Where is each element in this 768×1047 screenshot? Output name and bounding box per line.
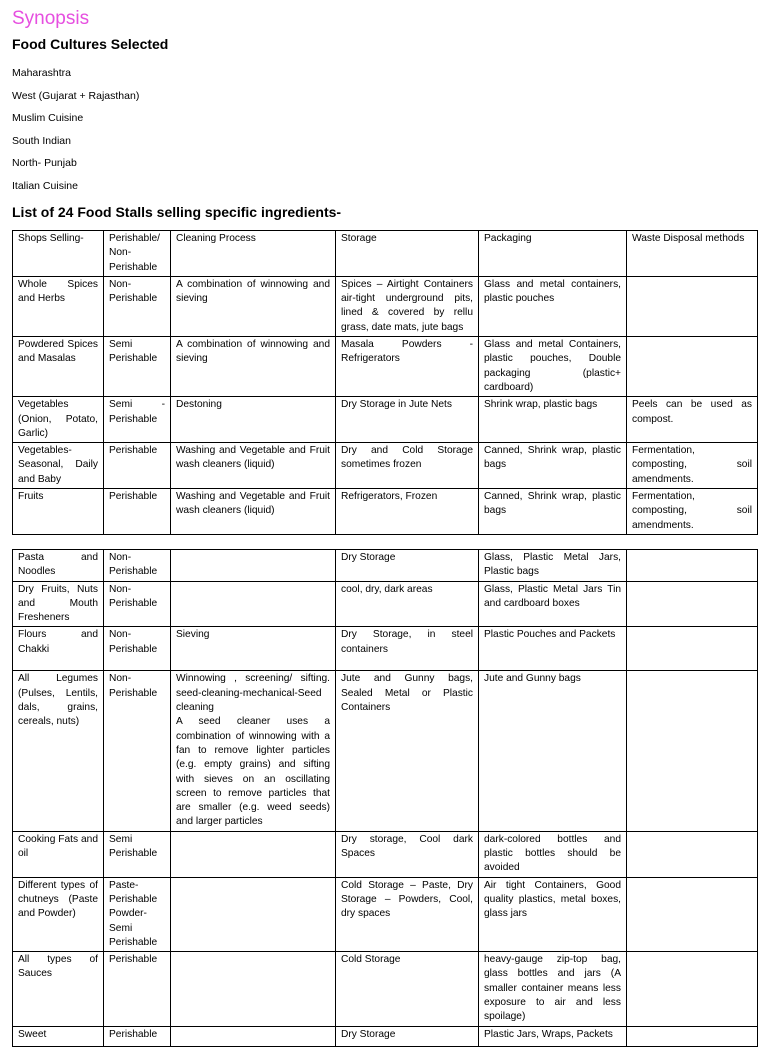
list-item: South Indian: [12, 134, 71, 147]
table-cell: Whole Spices and Herbs: [13, 276, 104, 336]
table-row: [13, 877, 758, 951]
list-item: Italian Cuisine: [12, 179, 78, 192]
table-cell: A combination of winnowing and sieving: [171, 276, 336, 336]
table-cell: Cold Storage: [336, 952, 479, 1026]
header-cell: Waste Disposal methods: [627, 231, 758, 277]
table-cell: Fermentation, composting, soil amendments.: [627, 489, 758, 535]
table-cell: [627, 952, 758, 1026]
table-cell: Canned, Shrink wrap, plastic bags: [479, 443, 627, 489]
table-cell: Cooking Fats and oil: [13, 831, 104, 877]
table-cell: Washing and Vegetable and Fruit wash cleaners (liquid): [171, 489, 336, 535]
table-row: [13, 671, 758, 831]
table-row: [13, 581, 758, 627]
table-row: [13, 337, 758, 397]
table-cell: Different types of chutneys (Paste and Powder): [13, 877, 104, 951]
table-cell: Non-Perishable: [104, 671, 171, 831]
table-cell: heavy-gauge zip-top bag, glass bottles and jars (A smaller container means less exposure to air and less spoilage): [479, 952, 627, 1026]
table-row: [13, 276, 758, 336]
table-cell: [627, 877, 758, 951]
table-cell: Perishable: [104, 489, 171, 535]
table-cell: Vegetables (Onion, Potato, Garlic): [13, 397, 104, 443]
table-cell: [627, 831, 758, 877]
table-cell: Glass and metal Containers, plastic pouches, Double packaging (plastic+ cardboard): [479, 337, 627, 397]
table-cell: cool, dry, dark areas: [336, 581, 479, 627]
table-cell: Dry Storage: [336, 1026, 479, 1046]
table-row: [13, 1026, 758, 1046]
food-cultures-heading: Food Cultures Selected: [12, 36, 169, 52]
table-cell: Dry Fruits, Nuts and Mouth Fresheners: [13, 581, 104, 627]
table-cell: Non-Perishable: [104, 276, 171, 336]
table-cell: Dry and Cold Storage sometimes frozen: [336, 443, 479, 489]
food-cultures-list: [12, 62, 139, 197]
table-cell: Dry storage, Cool dark Spaces: [336, 831, 479, 877]
list-item: West (Gujarat + Rajasthan): [12, 89, 140, 102]
header-cell: Packaging: [479, 231, 627, 277]
table-cell: Dry Storage, in steel containers: [336, 627, 479, 671]
header-cell: Perishable/ Non-Perishable: [104, 231, 171, 277]
table-cell: Powdered Spices and Masalas: [13, 337, 104, 397]
table-cell: Perishable: [104, 443, 171, 489]
table-cell: All types of Sauces: [13, 952, 104, 1026]
stalls-heading: List of 24 Food Stalls selling specific ingredients-: [12, 204, 342, 220]
table-cell: Perishable: [104, 952, 171, 1026]
table-cell: Semi Perishable: [104, 831, 171, 877]
table-cell: [627, 671, 758, 831]
table-cell: [171, 550, 336, 582]
table-cell: [171, 581, 336, 627]
header-cell: Storage: [336, 231, 479, 277]
table-cell: Perishable: [104, 1026, 171, 1046]
table-cell: Jute and Gunny bags: [479, 671, 627, 831]
list-item: Muslim Cuisine: [12, 112, 84, 124]
table-row: [13, 952, 758, 1026]
table-cell: [627, 276, 758, 336]
table-cell: [627, 337, 758, 397]
table-cell: Peels can be used as compost.: [627, 397, 758, 443]
table-cell: Winnowing , screening/ sifting. seed-cleaning-mechanical-Seed cleaning A seed cleaner uses a combination of winnowing with a fan to remove lighter particles (e.g. empty grains) and sifting with sieves on an oscillating screen to remove particles that are smaller (e.g. weed seeds) and larger particles: [171, 671, 336, 831]
table-row: [13, 831, 758, 877]
table-header-row: [13, 231, 758, 277]
header-cell: Cleaning Process: [171, 231, 336, 277]
table-cell: Semi Perishable: [104, 337, 171, 397]
table-cell: Dry Storage: [336, 550, 479, 582]
table-cell: Non-Perishable: [104, 627, 171, 671]
table-cell: Jute and Gunny bags, Sealed Metal or Plastic Containers: [336, 671, 479, 831]
table-cell: A combination of winnowing and sieving: [171, 337, 336, 397]
table-cell: Cold Storage – Paste, Dry Storage – Powders, Cool, dry spaces: [336, 877, 479, 951]
table-cell: [171, 952, 336, 1026]
table-cell: Non-Perishable: [104, 550, 171, 582]
table-cell: Flours and Chakki: [13, 627, 104, 671]
table-cell: Sieving: [171, 627, 336, 671]
table-row: [13, 443, 758, 489]
header-cell: Shops Selling-: [13, 231, 104, 277]
table-row: [13, 550, 758, 582]
table-cell: Plastic Jars, Wraps, Packets: [479, 1026, 627, 1046]
table-cell: Pasta and Noodles: [13, 550, 104, 582]
table-cell: Masala Powders - Refrigerators: [336, 337, 479, 397]
table-cell: [627, 550, 758, 582]
table-row: [13, 489, 758, 535]
food-stalls-table-1: [12, 230, 758, 535]
table-cell: Semi -Perishable: [104, 397, 171, 443]
table-cell: [171, 1026, 336, 1046]
table-cell: Refrigerators, Frozen: [336, 489, 479, 535]
table-cell: Fruits: [13, 489, 104, 535]
table-cell: Plastic Pouches and Packets: [479, 627, 627, 671]
food-stalls-table-2: [12, 549, 758, 1047]
table-row: [13, 397, 758, 443]
table-cell: Non-Perishable: [104, 581, 171, 627]
table-cell: Sweet: [13, 1026, 104, 1046]
table-cell: [627, 627, 758, 671]
table-cell: Fermentation, composting, soil amendments.: [627, 443, 758, 489]
table-cell: Glass, Plastic Metal Jars Tin and cardboard boxes: [479, 581, 627, 627]
table-cell: [627, 581, 758, 627]
table-cell: Vegetables-Seasonal, Daily and Baby: [13, 443, 104, 489]
list-item: North- Punjab: [12, 157, 77, 169]
table-cell: Shrink wrap, plastic bags: [479, 397, 627, 443]
table-cell: Paste-Perishable Powder-Semi Perishable: [104, 877, 171, 951]
table-cell: Washing and Vegetable and Fruit wash cleaners (liquid): [171, 443, 336, 489]
table-cell: Dry Storage in Jute Nets: [336, 397, 479, 443]
table-cell: Air tight Containers, Good quality plastics, metal boxes, glass jars: [479, 877, 627, 951]
table-cell: Glass, Plastic Metal Jars, Plastic bags: [479, 550, 627, 582]
table-cell: Canned, Shrink wrap, plastic bags: [479, 489, 627, 535]
table-cell: [171, 831, 336, 877]
table-cell: Destoning: [171, 397, 336, 443]
table-row: [13, 627, 758, 671]
list-item: Maharashtra: [12, 67, 71, 79]
page-title: Synopsis: [12, 8, 90, 29]
table-cell: [627, 1026, 758, 1046]
table-cell: All Legumes (Pulses, Lentils, dals, grains, cereals, nuts): [13, 671, 104, 831]
table-cell: Glass and metal containers, plastic pouches: [479, 276, 627, 336]
table-cell: dark-colored bottles and plastic bottles should be avoided: [479, 831, 627, 877]
table-cell: [171, 877, 336, 951]
table-cell: Spices – Airtight Containers air-tight underground pits, lined & covered by rellu grass, date mats, jute bags: [336, 276, 479, 336]
